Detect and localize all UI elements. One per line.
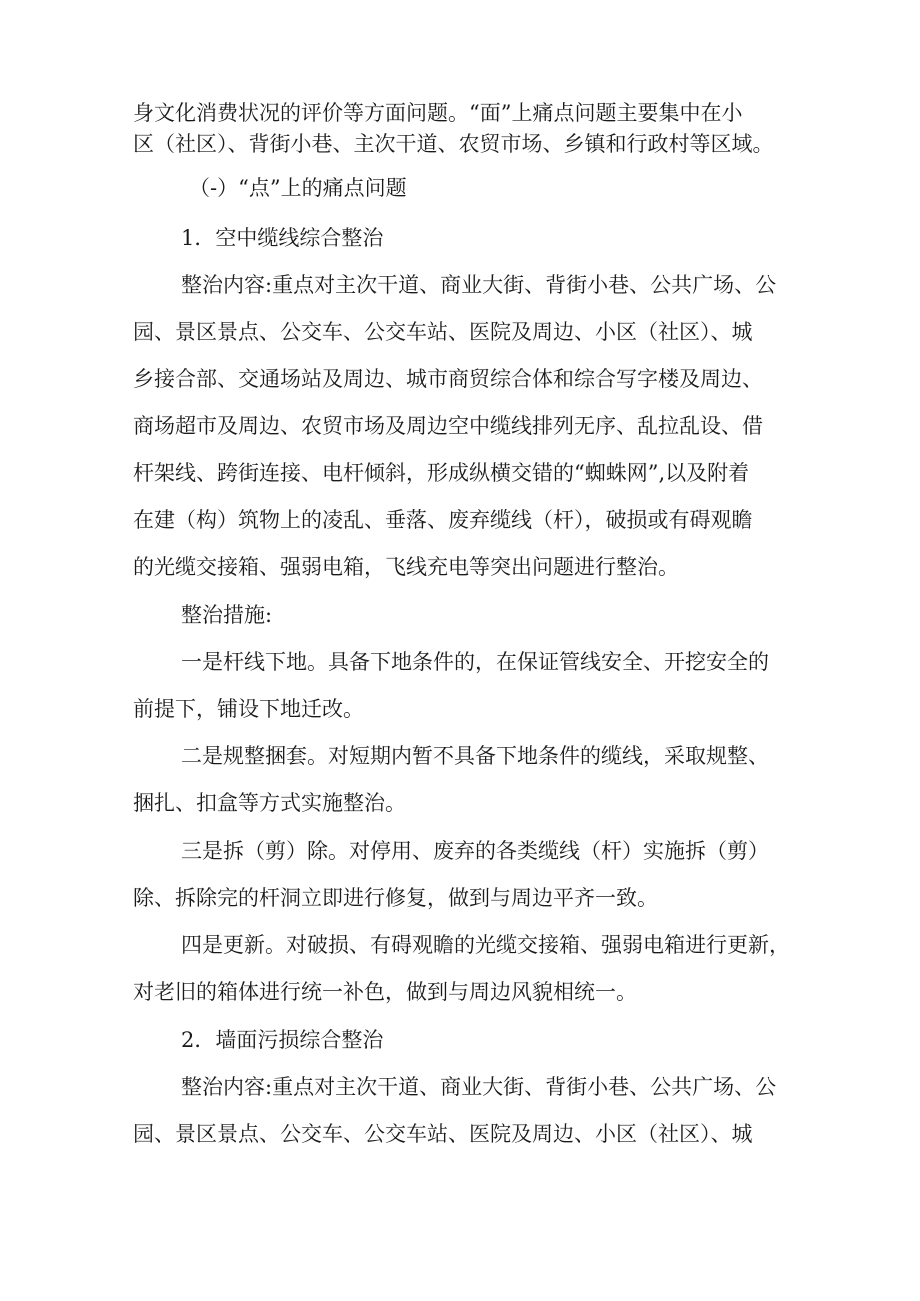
text-line: 整治措施:	[181, 603, 273, 627]
text-line: 三是拆（剪）除。对停用、废弃的各类缆线（杆）实施拆（剪）	[181, 839, 769, 863]
text-line: 园、景区景点、公交车、公交车站、医院及周边、小区（社区）、城	[133, 1122, 753, 1146]
text-line: 商场超市及周边、农贸市场及周边空中缆线排列无序、乱拉乱设、借	[133, 414, 763, 438]
text-line: 整治内容:重点对主次干道、商业大街、背街小巷、公共广场、公	[181, 1075, 777, 1099]
subsection-heading: 1．空中缆线综合整治	[181, 226, 384, 250]
text-line: 除、拆除完的杆洞立即进行修复，做到与周边平齐一致。	[133, 886, 658, 910]
text-line: 一是杆线下地。具备下地条件的，在保证管线安全、开挖安全的	[181, 650, 769, 674]
text-line: 乡接合部、交通场站及周边、城市商贸综合体和综合写字楼及周边、	[133, 367, 763, 391]
text-line: 园、景区景点、公交车、公交车站、医院及周边、小区（社区）、城	[133, 320, 753, 344]
text-line: 身文化消费状况的评价等方面问题。“面”上痛点问题主要集中在小	[133, 101, 743, 125]
text-line: 四是更新。对破损、有碍观瞻的光缆交接箱、强弱电箱进行更新，	[181, 933, 790, 957]
text-line: 二是规整捆套。对短期内暂不具备下地条件的缆线，采取规整、	[181, 744, 769, 768]
text-line: 对老旧的箱体进行统一补色，做到与周边风貌相统一。	[133, 980, 637, 1004]
section-heading: （-）“点”上的痛点问题	[189, 176, 407, 200]
text-line: 前提下，铺设下地迁改。	[133, 697, 364, 721]
text-line: 整治内容:重点对主次干道、商业大街、背街小巷、公共广场、公	[181, 273, 777, 297]
subsection-heading: 2．墙面污损综合整治	[181, 1028, 384, 1052]
text-line: 捆扎、扣盒等方式实施整治。	[133, 791, 406, 815]
text-line: 在建（构）筑物上的凌乱、垂落、废弃缆线（杆），破损或有碍观瞻	[133, 508, 753, 532]
text-line: 的光缆交接箱、强弱电箱，飞线充电等突出问题进行整治。	[133, 555, 679, 579]
text-line: 杆架线、跨街连接、电杆倾斜，形成纵横交错的“蜘蛛网”,以及附着	[133, 461, 750, 485]
text-line: 区（社区）、背街小巷、主次干道、农贸市场、乡镇和行政村等区域。	[133, 132, 774, 156]
